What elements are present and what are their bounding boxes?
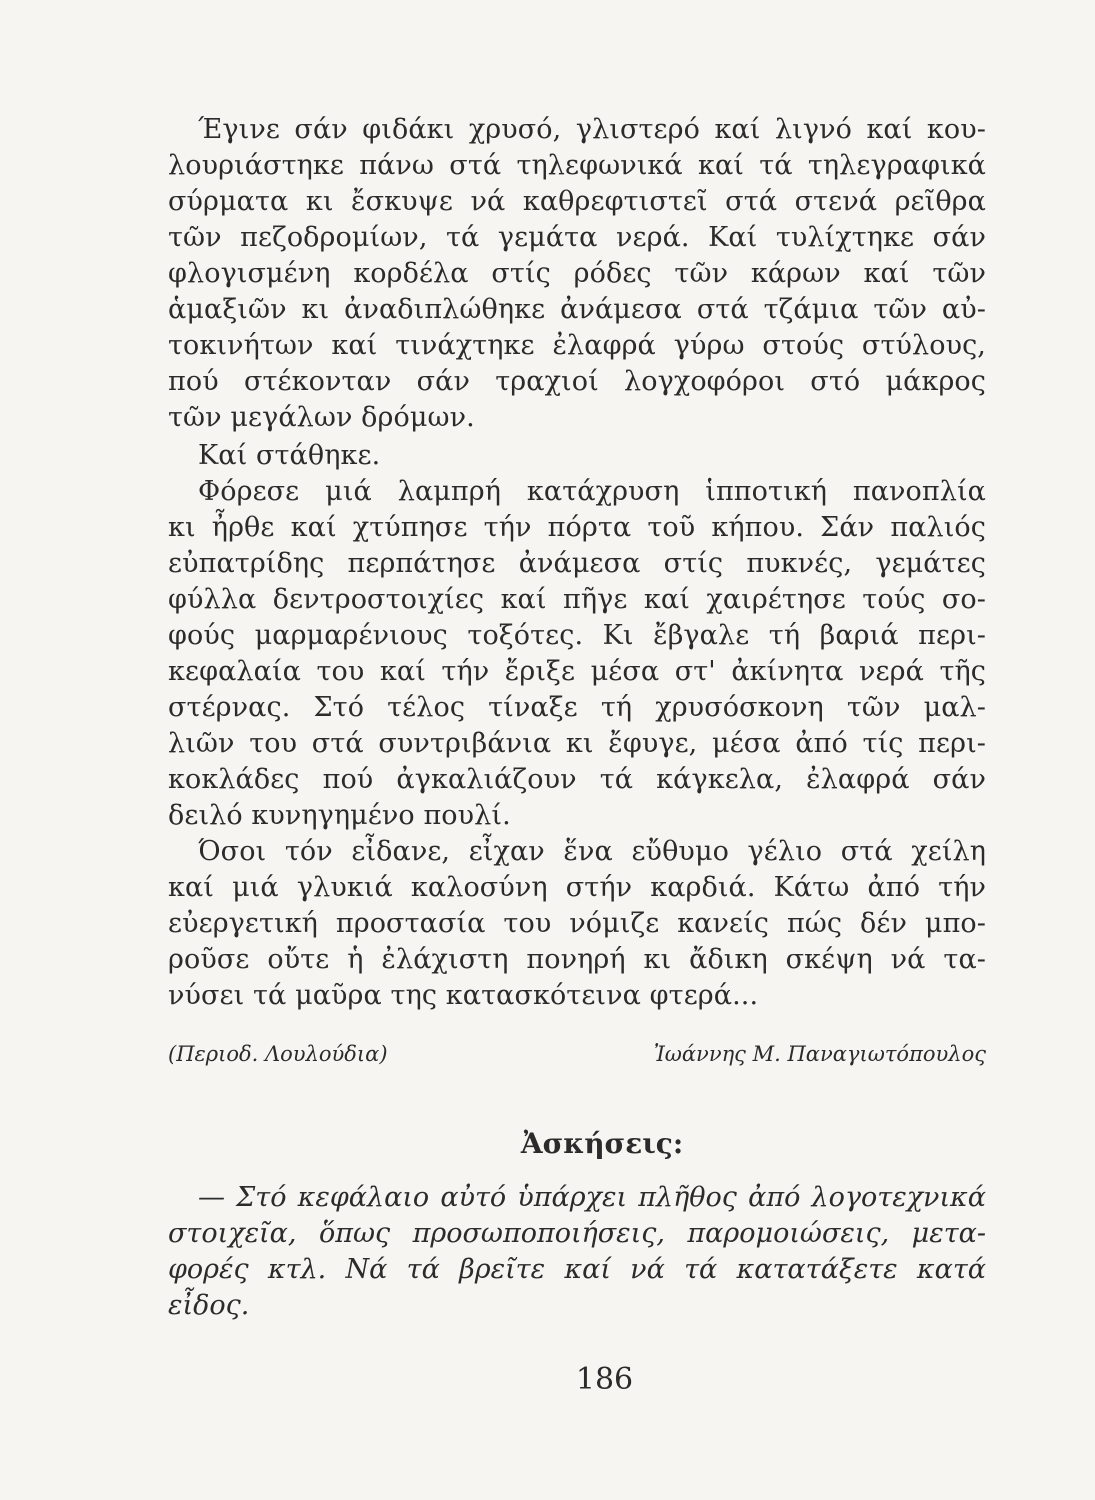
exercise-line: — Στό κεφάλαιο αὐτό ὑπάρχει πλῆθος ἀπό λογοτεχνικά [198, 1182, 986, 1213]
paragraph-line: κεφαλαία του καί τήν ἔριξε μέσα στ' ἀκίνητα νερά τῆς [168, 656, 986, 687]
exercise-line: φορές κτλ. Νά τά βρεῖτε καί νά τά κατατάξετε κατά [168, 1254, 986, 1285]
paragraph-line: Έγινε σάν φιδάκι χρυσό, γλιστερό καί λιγνό καί κου- [198, 114, 986, 145]
paragraph-line: κι ἦρθε καί χτύπησε τήν πόρτα τοῦ κήπου. Σάν παλιός [168, 512, 986, 543]
paragraph-line: Όσοι τόν εἶδανε, εἶχαν ἕνα εὔθυμο γέλιο στά χείλη [198, 836, 986, 867]
exercise-line: εἶδος. [168, 1290, 250, 1321]
paragraph-line: νύσει τά μαῦρα της κατασκότεινα φτερά... [168, 980, 759, 1011]
exercises-heading: Ἀσκήσεις: [520, 1127, 684, 1160]
paragraph-line: σύρματα κι ἔσκυψε νά καθρεφτιστεῖ στά στενά ρεῖθρα [168, 186, 986, 217]
paragraph-line: φούς μαρμαρένιους τοξότες. Κι ἔβγαλε τή βαριά περι- [168, 620, 986, 651]
paragraph-line: τῶν μεγάλων δρόμων. [168, 402, 475, 433]
paragraph-line: πού στέκονταν σάν τραχιοί λογχοφόροι στό μάκρος [168, 366, 986, 397]
paragraph-line: φλογισμένη κορδέλα στίς ρόδες τῶν κάρων καί τῶν [168, 258, 986, 289]
paragraph-line: φύλλα δεντροστοιχίες καί πῆγε καί χαιρέτησε τούς σο- [168, 584, 986, 615]
paragraph-line: ροῦσε οὔτε ἡ ἐλάχιστη πονηρή κι ἄδικη σκέψη νά τα- [168, 944, 986, 975]
paragraph-line: τοκινήτων καί τινάχτηκε ἐλαφρά γύρω στούς στύλους, [168, 330, 986, 361]
paragraph-line: Καί στάθηκε. [198, 440, 381, 471]
paragraph-line: εὐπατρίδης περπάτησε ἀνάμεσα στίς πυκνές, γεμάτες [168, 548, 986, 579]
paragraph-line: δειλό κυνηγημένο πουλί. [168, 800, 511, 831]
paragraph-line: λουριάστηκε πάνω στά τηλεφωνικά καί τά τηλεγραφικά [168, 150, 986, 181]
paragraph-line: τῶν πεζοδρομίων, τά γεμάτα νερά. Καί τυλίχτηκε σάν [168, 222, 986, 253]
exercise-line: στοιχεῖα, ὅπως προσωποποιήσεις, παρομοιώσεις, μετα- [168, 1218, 986, 1249]
source-author: Ἰωάννης Μ. Παναγιωτόπουλος [653, 1042, 986, 1066]
book-page [168, 112, 986, 1412]
paragraph-line: Φόρεσε μιά λαμπρή κατάχρυση ἱπποτική πανοπλία [198, 476, 986, 507]
paragraph-line: ἁμαξιῶν κι ἀναδιπλώθηκε ἀνάμεσα στά τζάμια τῶν αὐ- [168, 294, 986, 325]
paragraph-line: λιῶν του στά συντριβάνια κι ἔφυγε, μέσα ἀπό τίς περι- [168, 728, 986, 759]
paragraph-line: στέρνας. Στό τέλος τίναξε τή χρυσόσκονη τῶν μαλ- [168, 692, 986, 723]
paragraph-line: εὐεργετική προστασία του νόμιζε κανείς πώς δέν μπο- [168, 908, 986, 939]
paragraph-line: κοκλάδες πού ἀγκαλιάζουν τά κάγκελα, ἐλαφρά σάν [168, 764, 986, 795]
source-periodical: (Περιοδ. Λουλούδια) [168, 1042, 388, 1066]
page-number: 186 [575, 1362, 634, 1397]
paragraph-line: καί μιά γλυκιά καλοσύνη στήν καρδιά. Κάτω ἀπό τήν [168, 872, 986, 903]
